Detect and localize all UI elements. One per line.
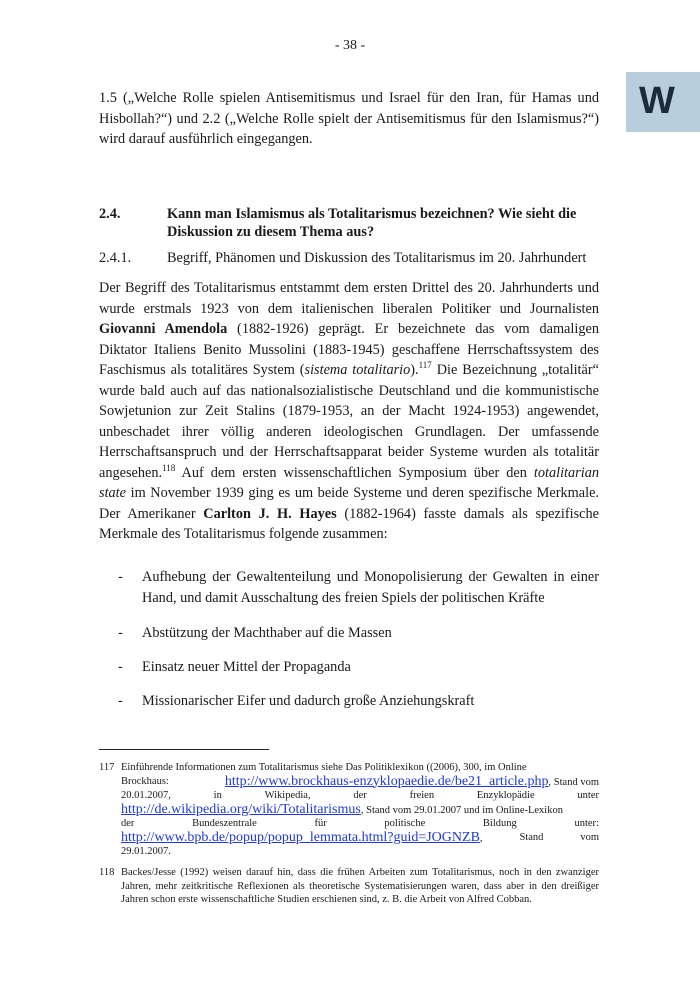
logo-letter: W <box>639 80 672 122</box>
footnote-text <box>121 761 599 859</box>
footnote-line: http://www.bpb.de/popup/popup_lemmata.html?guid=JOGNZB, Stand vom <box>121 829 599 845</box>
section-title: Kann man Islamismus als Totalitarismus bezeichnen? Wie sieht die Diskussion zu diesem Thema aus? <box>167 206 577 240</box>
footnote-word: , Stand vom 29.01.2007 und im Online-Lexikon <box>360 804 563 816</box>
list-item-text: Missionarischer Eifer und dadurch große Anziehungskraft <box>142 693 475 709</box>
footnote-line: Einführende Informationen zum Totalitarismus siehe Das Politiklexikon ((2006), 300, im Online <box>121 762 527 773</box>
list-dash: - <box>118 625 123 641</box>
footnote-word: der <box>121 818 135 829</box>
footnote-word: Stand <box>519 831 544 843</box>
brockhaus-link[interactable]: http://www.brockhaus-enzyklopaedie.de/be21_article.php <box>224 773 549 789</box>
footnote-word: Enzyklopädie <box>476 790 535 801</box>
footnote-ref-118[interactable]: 118 <box>162 462 176 473</box>
list-dash: - <box>118 569 123 585</box>
footnote-number: 118 <box>99 867 115 878</box>
footnote-line: 29.01.2007. <box>121 846 171 857</box>
list-item-text: Aufhebung der Gewaltenteilung und Monopolisierung der Gewalten in einer Hand, und damit Ausschaltung des freien Spiels der politischen Kräfte <box>142 569 599 606</box>
footnote-line <box>121 775 599 790</box>
italic-term: sistema totalitario <box>304 362 411 378</box>
footnote-divider <box>99 749 269 750</box>
footnote-117 <box>99 761 599 861</box>
footnote-word: freien <box>409 790 435 801</box>
footnote-word: , Stand vom <box>548 776 599 788</box>
footnote-number: 117 <box>99 762 115 773</box>
page-number: - 38 - <box>334 38 366 53</box>
footnote-line <box>121 803 599 818</box>
italic-term: totalitarian state <box>99 464 599 501</box>
list-item-text: Abstützung der Machthaber auf die Massen <box>142 625 392 641</box>
footnote-text: Backes/Jesse (1992) weisen darauf hin, dass die frühen Arbeiten zum Totalitarismus, noch in den zwanziger Jahren, mehr zeitkritische Reflexionen als theoretische Systematisierungen waren, dass aber in den dreißiger Jahren schon erste wissenschaftliche Studien erschienen sind, z. B. die Arbeit von Alfred Cobban. <box>121 867 599 905</box>
body-text: Der Begriff des Totalitarismus entstammt dem ersten Drittel des 20. Jahrhunderts und wurde erstmals 1923 von dem italienischen liberalen Politiker und Journalisten <box>99 280 599 317</box>
wikipedia-link[interactable]: http://de.wikipedia.org/wiki/Totalitarismus <box>121 801 361 817</box>
intro-paragraph: 1.5 („Welche Rolle spielen Antisemitismus und Israel für den Iran, für Hamas und Hisbollah?“) und 2.2 („Welche Rolle spielt der Antisemitismus für den Islamismus?“) wird darauf ausführlich eingegangen. <box>99 90 599 147</box>
subsection-title: Begriff, Phänomen und Diskussion des Totalitarismus im 20. Jahrhundert <box>167 250 587 266</box>
body-text: im November 1939 ging es um beide Systeme und deren spezifische Merkmale. Der Amerikaner <box>99 485 599 522</box>
body-text: ). <box>410 362 419 378</box>
bpb-link[interactable]: http://www.bpb.de/popup/popup_lemmata.html?guid=JOGNZB <box>121 829 480 845</box>
section-number: 2.4. <box>99 206 121 222</box>
footnote-word: Wikipedia, <box>264 790 311 801</box>
footnote-word: Bildung <box>482 818 517 829</box>
footnote-word: vom <box>580 831 599 843</box>
footnote-word: politische <box>384 818 426 829</box>
footnote-word: unter: <box>574 818 599 829</box>
body-text: Die Bezeichnung „totalitär“ wurde bald auch auf das nationalsozialistische Deutschland und die kommunistische Sowjetunion zur Zeit Stalins (1879-1953, an der Macht 1924-1953) angewendet, unbeschadet ihrer völlig anderen ideologischen Grundlagen. Der umfassende Herrschaftsanspruch und der Herrschaftsapparat beider Systeme wurden als totalitär angesehen. <box>99 362 599 481</box>
list-dash: - <box>118 659 123 675</box>
subsection-number: 2.4.1. <box>99 250 132 266</box>
footnote-word: Brockhaus: <box>121 775 169 787</box>
body-text: (1882-1926) geprägt. Er bezeichnete das vom damaligen Diktator Italiens Benito Mussolini (1883-1945) geschaffene Herrschaftssystem des Faschismus als totalitäres System ( <box>99 321 599 378</box>
body-text: Auf dem ersten wissenschaftlichen Symposium über den <box>175 464 534 481</box>
body-text: (1882-1964) fasste damals als spezifische Merkmale des Totalitarismus folgende zusammen: <box>99 505 599 542</box>
list-dash: - <box>118 693 123 709</box>
person-name: Carlton J. H. Hayes <box>203 505 337 522</box>
person-name: Giovanni Amendola <box>99 321 228 337</box>
footnote-word: in <box>213 790 222 801</box>
list-item-text: Einsatz neuer Mittel der Propaganda <box>142 659 351 675</box>
footnote-word: der <box>353 790 367 801</box>
body-paragraph <box>99 278 599 545</box>
footnote-word: 20.01.2007, <box>121 790 171 801</box>
publisher-logo <box>626 72 700 132</box>
footnote-word: unter <box>577 790 599 801</box>
footnote-word: Bundeszentrale <box>192 818 257 829</box>
footnote-word: für <box>314 818 327 829</box>
footnote-line <box>121 817 599 831</box>
footnote-ref-117[interactable]: 117 <box>418 360 432 371</box>
footnote-line <box>121 789 599 803</box>
